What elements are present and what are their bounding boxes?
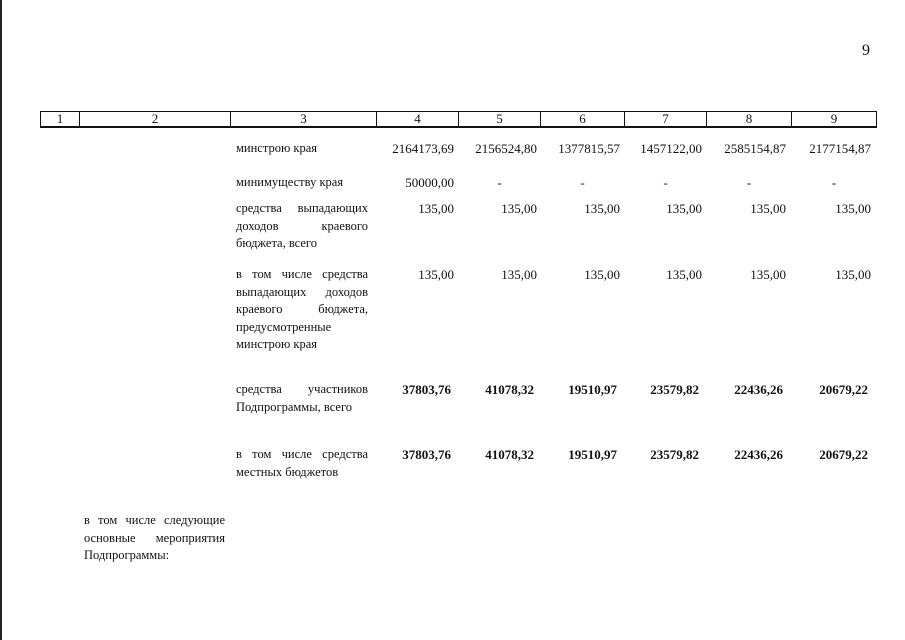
row-2-col-4: 50000,00 bbox=[405, 175, 454, 190]
row-1-col-7: 1457122,00 bbox=[640, 141, 702, 156]
row-2-col-5: - bbox=[497, 175, 502, 190]
row-3-description: средства выпадающих доходов краевого бюджета, всего bbox=[236, 201, 368, 250]
subprogram-activities-caption: в том числе следующие основные мероприятия Подпрограммы: bbox=[84, 513, 225, 562]
row-6-col-7: 23579,82 bbox=[650, 447, 699, 462]
row-1-col-5: 2156524,80 bbox=[475, 141, 537, 156]
row-4-description: в том числе средства выпадающих доходов краевого бюджета, предусмотренные минстрою края bbox=[236, 267, 368, 351]
header-col-4: 4 bbox=[376, 111, 459, 127]
header-col-9: 9 bbox=[791, 111, 877, 127]
header-underline bbox=[40, 126, 877, 128]
header-col-8: 8 bbox=[706, 111, 792, 127]
row-1-col-4: 2164173,69 bbox=[392, 141, 454, 156]
row-1-description: минстрою края bbox=[236, 141, 318, 155]
row-6-col-4: 37803,76 bbox=[402, 447, 451, 462]
header-col-5: 5 bbox=[458, 111, 541, 127]
row-3-col-6: 135,00 bbox=[584, 201, 620, 216]
row-1-col-6: 1377815,57 bbox=[558, 141, 620, 156]
header-col-3: 3 bbox=[230, 111, 377, 127]
row-4-col-7: 135,00 bbox=[666, 267, 702, 282]
row-3-col-7: 135,00 bbox=[666, 201, 702, 216]
row-5-col-7: 23579,82 bbox=[650, 382, 699, 397]
row-4-col-9: 135,00 bbox=[835, 267, 871, 282]
row-6-col-9: 20679,22 bbox=[819, 447, 868, 462]
row-4-col-5: 135,00 bbox=[501, 267, 537, 282]
row-3-col-8: 135,00 bbox=[750, 201, 786, 216]
row-1-col-8: 2585154,87 bbox=[724, 141, 786, 156]
page-number: 9 bbox=[862, 42, 870, 59]
header-col-7: 7 bbox=[624, 111, 707, 127]
row-5-col-4: 37803,76 bbox=[402, 382, 451, 397]
row-5-col-5: 41078,32 bbox=[485, 382, 534, 397]
row-5-col-6: 19510,97 bbox=[568, 382, 617, 397]
row-4-col-4: 135,00 bbox=[418, 267, 454, 282]
row-2-col-7: - bbox=[663, 175, 668, 190]
row-6-col-5: 41078,32 bbox=[485, 447, 534, 462]
row-6-description: в том числе средства местных бюджетов bbox=[236, 447, 368, 479]
row-1-col-9: 2177154,87 bbox=[809, 141, 871, 156]
row-3-col-9: 135,00 bbox=[835, 201, 871, 216]
page-left-border bbox=[0, 0, 2, 640]
row-6-col-8: 22436,26 bbox=[734, 447, 783, 462]
row-3-col-4: 135,00 bbox=[418, 201, 454, 216]
row-3-col-5: 135,00 bbox=[501, 201, 537, 216]
row-2-description: минимуществу края bbox=[236, 175, 344, 189]
row-5-col-8: 22436,26 bbox=[734, 382, 783, 397]
header-col-1: 1 bbox=[40, 111, 80, 127]
header-col-6: 6 bbox=[540, 111, 625, 127]
row-5-col-9: 20679,22 bbox=[819, 382, 868, 397]
row-6-col-6: 19510,97 bbox=[568, 447, 617, 462]
row-4-col-6: 135,00 bbox=[584, 267, 620, 282]
header-col-2: 2 bbox=[79, 111, 231, 127]
row-2-col-9: - bbox=[831, 175, 837, 190]
row-2-col-8: - bbox=[746, 175, 752, 190]
row-2-col-6: - bbox=[580, 175, 585, 190]
row-5-description: средства участников Подпрограммы, всего bbox=[236, 382, 368, 414]
row-4-col-8: 135,00 bbox=[750, 267, 786, 282]
